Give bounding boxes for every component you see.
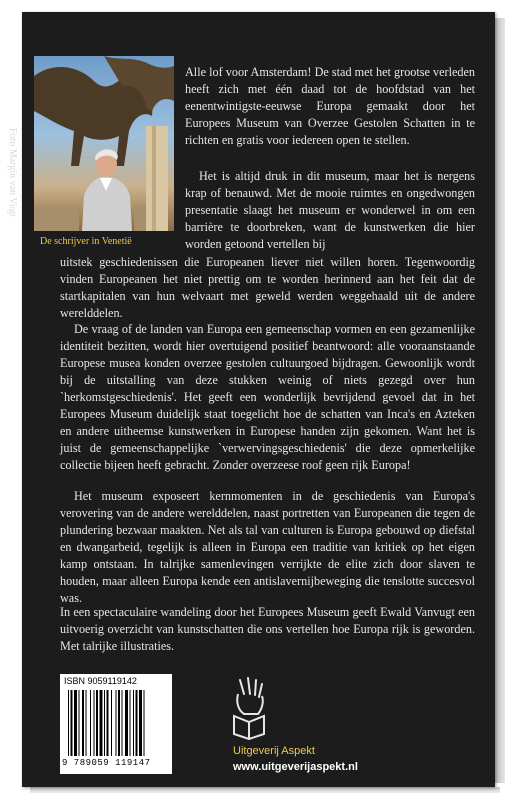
blurb-paragraph-1: Alle lof voor Amsterdam! De stad met het grootse verleden heeft zich met één daad tot de hoofdstad van het eenentwintigste-eeuwse Europa gemaakt door het Europees Museum van Overzee Gestolen Schatten in te richten en gratis voor iedereen open te stellen. [185,65,475,147]
book-edge-right [495,18,505,783]
isbn-label: ISBN 9059119142 [64,676,137,686]
publisher-name: Uitgeverij Aspekt [233,745,315,757]
blurb-paragraph-2-start: Het is altijd druk in dit museum, maar het is nergens krap of benauwd. Met de mooie ruimtes en ongedwongen presentatie slaagt het museum er wonderwel in om een barrière te doorbreken, want de kunstwerken die hier worden getoond vertellen bij [185,169,475,251]
blurb-paragraph-4: Het museum exposeert kernmomenten in de geschiedenis van Europa's verovering van de andere werelddelen, naast portretten van Europeanen die tegen de plundering bezwaar maakten. Net als tal van culturen is Europa gebouwd op diefstal en dwangarbeid, tegelijk is alleen in Europa een traditie van kritiek op het eigen kamp ontstaan. In talrijke samenlevingen verrijkte de elite zich door slaven te houden, maar alleen Europa kende een antislavernijbeweging die tenslotte succesvol was. [60,489,475,605]
blurb-paragraph-5: In een spectaculaire wandeling door het Europees Museum geeft Ewald Vanvugt een uitvoerig overzicht van kunstschatten die ons vertellen hoe Europa rijk is geworden. Met talrijke illustraties. [60,605,475,653]
barcode-bars [68,690,164,756]
publisher-website: www.uitgeverijaspekt.nl [233,761,358,773]
blurb-paragraph-2-continued: uitstek geschiedenissen die Europeanen liever niet willen horen. Tegenwoordig vinden Europeanen het niet prettig om te worden herinnerd aan het feit dat de startkapitalen van hun welvaart met geweld werden weggehaald uit de andere werelddelen. [60,255,475,320]
photo-credit: Foto Margin van Vugt [7,128,18,217]
book-edge-bottom [30,787,500,793]
author-photo-illustration [34,56,174,231]
author-photo [34,56,174,231]
barcode [60,674,172,774]
blurb-paragraph-3: De vraag of de landen van Europa een gemeenschap vormen en een gezamenlijke identiteit bezitten, wordt hier overtuigend positief beantwoord: alle vooraanstaande Europese musea konden overzee gestolen cultuurgoed bijdragen. Gewoonlijk wordt bij de uitstalling van deze stukken weinig of niets gezegd over hun `herkomstgeschiedenis'. Het geeft een wonderlijk bevrijdend gevoel dat in het Europees Museum duidelijk staat toegelicht hoe de schatten van Inca's en Azteken en andere uitheemse kunstwerken in Europese handen zijn gekomen. Want het is juist de gemeenschappelijke `verwervingsgeschiedenis' die deze opmerkelijke collectie bijeen heeft gebracht. Zonder overzeese roof geen rijk Europa! [60,322,475,472]
photo-caption: De schrijver in Venetië [40,236,132,247]
publisher-logo-icon [226,676,272,740]
isbn-digits: 9 789059 119147 [62,758,151,768]
